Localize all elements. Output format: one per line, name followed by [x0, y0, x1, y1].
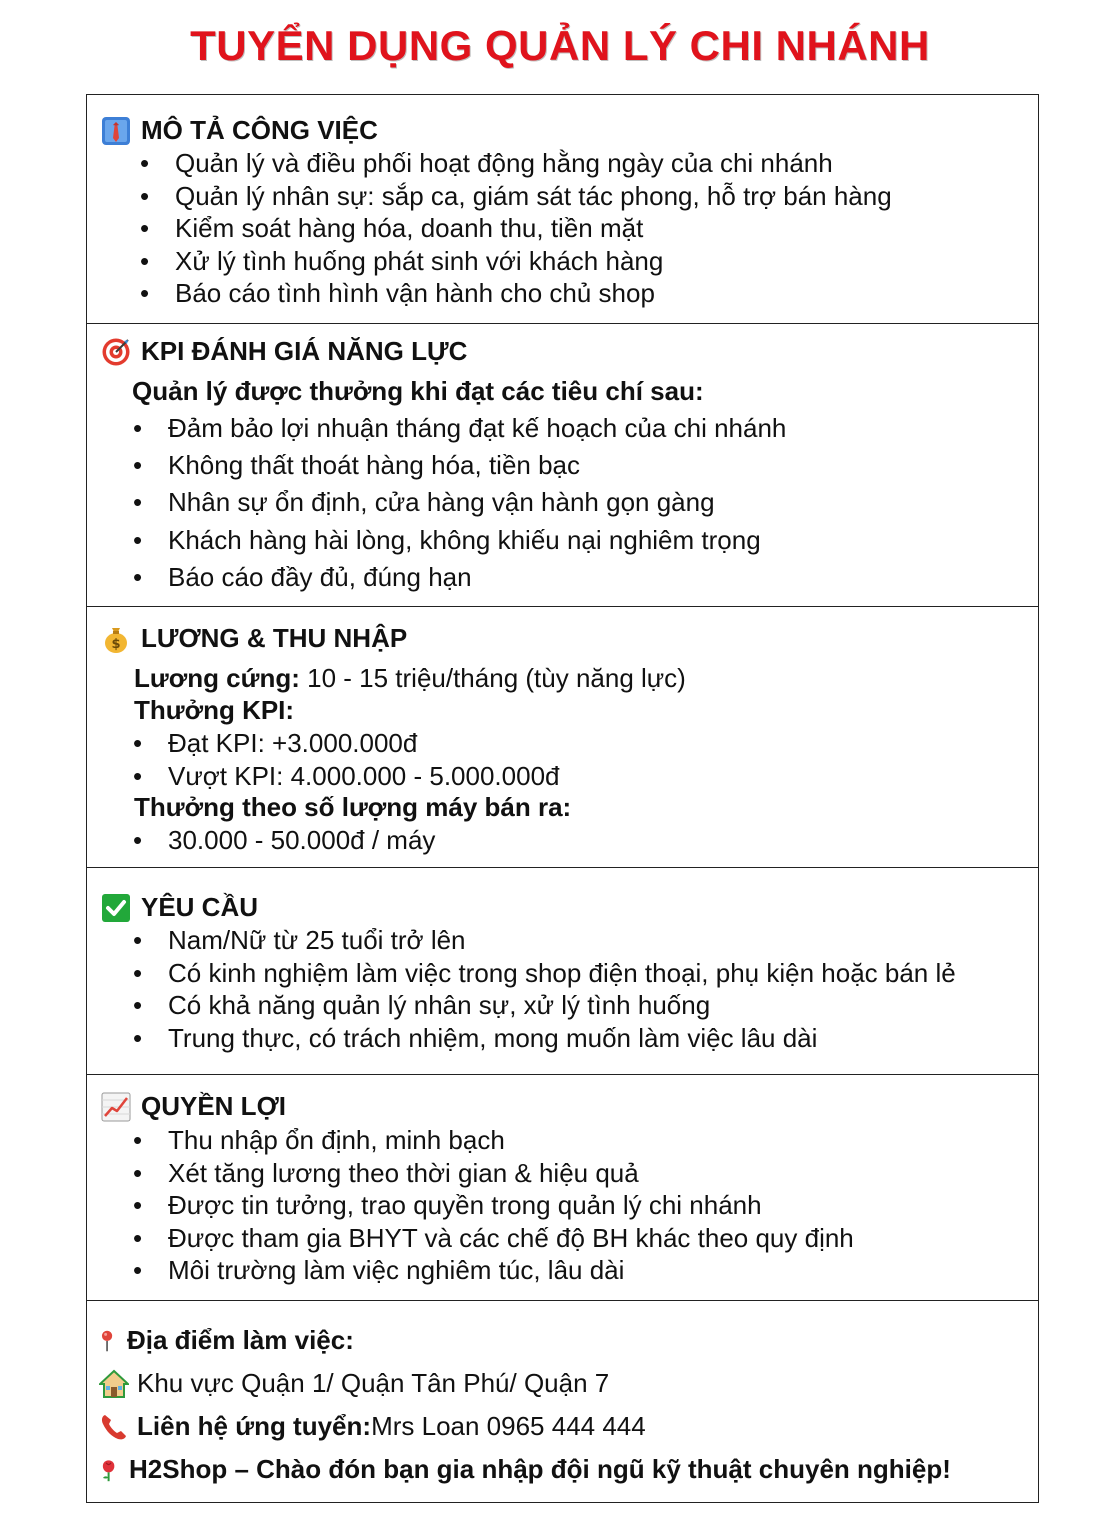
requirements-heading-text: YÊU CẦU [141, 892, 259, 922]
job-description-heading [101, 115, 378, 146]
closing-line [99, 1454, 951, 1485]
kpi-heading [101, 336, 467, 367]
benefits-heading [101, 1091, 286, 1122]
house-icon [99, 1369, 129, 1399]
list-item: • Quản lý và điều phối hoạt động hằng ngày của chi nhánh [137, 147, 892, 180]
benefits-heading-text: QUYỀN LỢI [141, 1091, 286, 1121]
svg-text:$: $ [111, 636, 121, 652]
phone-icon [99, 1412, 129, 1442]
base-salary-line [134, 663, 686, 694]
contact-line [99, 1411, 646, 1442]
list-item: • Nhân sự ổn định, cửa hàng vận hành gọn gàng [130, 484, 786, 521]
list-item: • Xét tăng lương theo thời gian & hiệu quả [130, 1157, 854, 1190]
list-item: • Trung thực, có trách nhiệm, mong muốn làm việc lâu dài [130, 1022, 956, 1055]
kpi-intro: Quản lý được thưởng khi đạt các tiêu chí sau: [132, 376, 704, 406]
kpi-list [130, 410, 786, 596]
closing-text: H2Shop – Chào đón bạn gia nhập đội ngũ kỹ thuật chuyên nghiệp! [129, 1454, 951, 1484]
contact-section [87, 1301, 1038, 1504]
list-item: • Không thất thoát hàng hóa, tiền bạc [130, 447, 786, 484]
list-item: • Môi trường làm việc nghiêm túc, lâu dài [130, 1254, 854, 1287]
check-mark-icon [101, 893, 131, 923]
list-item: • 30.000 - 50.000đ / máy [130, 824, 435, 857]
requirements-section [87, 868, 1038, 1075]
contact-label: Liên hệ ứng tuyển: [137, 1411, 372, 1441]
benefits-list [130, 1124, 854, 1287]
list-item: • Có khả năng quản lý nhân sự, xử lý tình huống [130, 989, 956, 1022]
list-item: • Báo cáo đầy đủ, đúng hạn [130, 559, 786, 596]
list-item: • Quản lý nhân sự: sắp ca, giám sát tác phong, hỗ trợ bán hàng [137, 180, 892, 213]
unit-bonus-list [130, 824, 435, 857]
requirements-list [130, 924, 956, 1054]
location-line [99, 1325, 354, 1356]
necktie-icon [101, 116, 131, 146]
list-item: • Nam/Nữ từ 25 tuổi trở lên [130, 924, 956, 957]
kpi-bonus-list [130, 727, 560, 792]
list-item: • Đạt KPI: +3.000.000đ [130, 727, 560, 760]
target-icon [101, 337, 131, 367]
list-item: • Được tham gia BHYT và các chế độ BH khác theo quy định [130, 1222, 854, 1255]
list-item: • Kiểm soát hàng hóa, doanh thu, tiền mặt [137, 212, 892, 245]
area-text: Khu vực Quận 1/ Quận Tân Phú/ Quận 7 [137, 1368, 610, 1398]
base-salary-value: 10 - 15 triệu/tháng (tùy năng lực) [299, 663, 686, 693]
money-bag-icon [101, 624, 131, 654]
base-salary-label: Lương cứng: [134, 663, 300, 693]
contact-value: Mrs Loan 0965 444 444 [371, 1411, 646, 1441]
job-description-heading-text: MÔ TẢ CÔNG VIỆC [141, 115, 378, 145]
location-label: Địa điểm làm việc: [127, 1325, 354, 1355]
list-item: • Báo cáo tình hình vận hành cho chủ shop [137, 277, 892, 310]
job-posting-box [86, 94, 1039, 1503]
list-item: • Khách hàng hài lòng, không khiếu nại nghiêm trọng [130, 522, 786, 559]
area-line [99, 1368, 609, 1399]
requirements-heading [101, 892, 258, 923]
unit-bonus-label: Thưởng theo số lượng máy bán ra: [134, 792, 572, 822]
page-title: TUYỂN DỤNG QUẢN LÝ CHI NHÁNH [190, 22, 930, 69]
chart-up-icon [101, 1092, 131, 1122]
list-item: • Đảm bảo lợi nhuận tháng đạt kế hoạch của chi nhánh [130, 410, 786, 447]
salary-section [87, 607, 1038, 868]
list-item: • Được tin tưởng, trao quyền trong quản lý chi nhánh [130, 1189, 854, 1222]
kpi-heading-text: KPI ĐÁNH GIÁ NĂNG LỰC [141, 336, 468, 366]
salary-heading [101, 623, 407, 654]
salary-heading-text: LƯƠNG & THU NHẬP [141, 623, 408, 653]
list-item: • Vượt KPI: 4.000.000 - 5.000.000đ [130, 760, 560, 793]
job-description-list [137, 147, 892, 310]
kpi-section [87, 324, 1038, 607]
list-item: • Xử lý tình huống phát sinh với khách hàng [137, 245, 892, 278]
list-item: • Thu nhập ổn định, minh bạch [130, 1124, 854, 1157]
benefits-section [87, 1075, 1038, 1301]
pushpin-icon [99, 1326, 121, 1356]
job-description-section [87, 95, 1038, 324]
kpi-bonus-label: Thưởng KPI: [134, 695, 295, 725]
rose-icon [99, 1455, 123, 1485]
list-item: • Có kinh nghiệm làm việc trong shop điện thoại, phụ kiện hoặc bán lẻ [130, 957, 956, 990]
